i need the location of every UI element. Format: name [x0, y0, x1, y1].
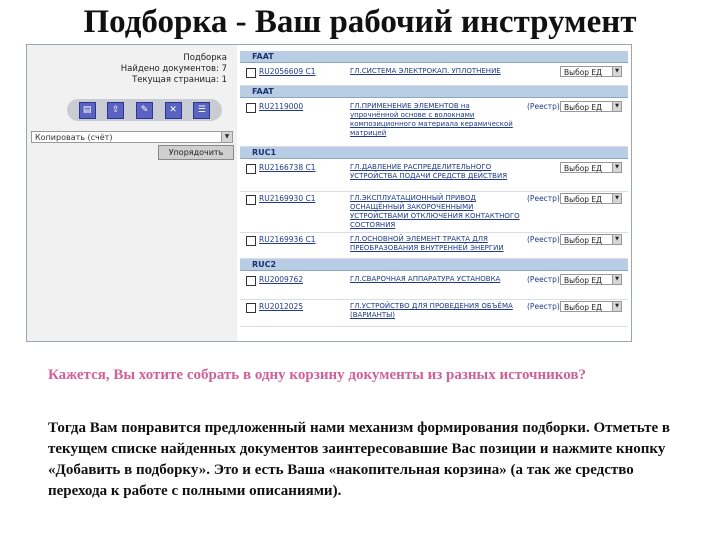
list-item	[240, 300, 628, 327]
doc-title-link[interactable]: ГЛ.ЭКСПЛУАТАЦИОННЫЙ ПРИВОД ОСНАЩЁННЫЙ ЗАКОРОЧЕННЫМИ УСТРОЙСТВАМИ ОТКЛЮЧЕНИЯ КОНТАКТНОГО СОСТОЯНИЯ	[350, 194, 520, 229]
doc-title-link[interactable]: ГЛ.СВАРОЧНАЯ АППАРАТУРА УСТАНОВКА	[350, 275, 501, 283]
chevron-down-icon: ▼	[612, 275, 621, 284]
doc-number-link[interactable]: RU2009762	[259, 275, 304, 284]
export-icon[interactable]: ⇪	[107, 102, 124, 119]
doc-title-link[interactable]: ГЛ.ОСНОВНОЙ ЭЛЕМЕНТ ТРАКТА ДЛЯ ПРЕОБРАЗОВАНИЯ ВНУТРЕННЕЙ ЭНЕРГИИ	[350, 235, 504, 252]
registry-link[interactable]: (Реестр)	[527, 194, 560, 203]
list-icon[interactable]: ☰	[193, 102, 210, 119]
selection-doc-count: Найдено документов: 7	[120, 64, 227, 74]
format-select-value: Выбор ЕД	[564, 303, 603, 312]
toolbar	[67, 99, 222, 121]
chevron-down-icon: ▼	[221, 132, 232, 142]
section-header: RUC2	[240, 259, 628, 271]
select-checkbox[interactable]	[246, 164, 256, 174]
doc-title-link[interactable]: ГЛ.СИСТЕМА ЭЛЕКТРОКАП. УПЛОТНЕНИЕ	[350, 67, 501, 75]
format-select[interactable]	[560, 193, 622, 204]
format-select-value: Выбор ЕД	[564, 164, 603, 173]
description-text: Тогда Вам понравится предложенный нами механизм формирования подборки. Отметьте в текущем списке найденных документов заинтересовавшие Вас позиции и нажмите кнопку «Добавить в подборку». Это и есть Ваша «накопительная корзина» (а так же средство перехода к работе с полными описаниями).	[48, 420, 670, 499]
list-item	[240, 161, 628, 192]
sort-button[interactable]: Упорядочить	[158, 145, 234, 160]
chevron-down-icon: ▼	[612, 235, 621, 244]
app-screenshot	[26, 44, 632, 342]
select-checkbox[interactable]	[246, 236, 256, 246]
callout-question: Кажется, Вы хотите собрать в одну корзину документы из разных источников?	[48, 367, 586, 383]
list-item	[240, 192, 628, 233]
registry-link[interactable]: (Реестр)	[527, 102, 560, 111]
list-item	[240, 233, 628, 259]
format-select-value: Выбор ЕД	[564, 236, 603, 245]
doc-title-link[interactable]: ГЛ.ДАВЛЕНИЕ РАСПРЕДЕЛИТЕЛЬНОГО УСТРОЙСТВА ПОДАЧИ СРЕДСТВ ДЕЙСТВИЯ	[350, 163, 508, 180]
results-list	[240, 51, 628, 327]
format-select[interactable]	[560, 101, 622, 112]
select-checkbox[interactable]	[246, 68, 256, 78]
edit-icon[interactable]: ✎	[136, 102, 153, 119]
doc-number-link[interactable]: RU2012025	[259, 302, 304, 311]
sort-select-value: Копировать (счёт)	[35, 133, 113, 142]
format-select[interactable]	[560, 301, 622, 312]
registry-link[interactable]: (Реестр)	[527, 235, 560, 244]
doc-number-link[interactable]: RU2056609 C1	[259, 67, 316, 76]
format-select-value: Выбор ЕД	[564, 68, 603, 77]
format-select[interactable]	[560, 66, 622, 77]
chevron-down-icon: ▼	[612, 67, 621, 76]
select-checkbox[interactable]	[246, 276, 256, 286]
delete-icon[interactable]: ✕	[165, 102, 182, 119]
format-select-value: Выбор ЕД	[564, 276, 603, 285]
chevron-down-icon: ▼	[612, 163, 621, 172]
section-header: RUC1	[240, 147, 628, 159]
print-icon[interactable]: ▤	[79, 102, 96, 119]
doc-number-link[interactable]: RU2166738 C1	[259, 163, 316, 172]
format-select[interactable]	[560, 234, 622, 245]
chevron-down-icon: ▼	[612, 102, 621, 111]
chevron-down-icon: ▼	[612, 194, 621, 203]
select-checkbox[interactable]	[246, 195, 256, 205]
select-checkbox[interactable]	[246, 103, 256, 113]
selection-current-page: Текущая страница: 1	[132, 75, 227, 85]
format-select[interactable]	[560, 274, 622, 285]
format-select-value: Выбор ЕД	[564, 103, 603, 112]
doc-number-link[interactable]: RU2119000	[259, 102, 304, 111]
slide-title: Подборка - Ваш рабочий инструмент	[83, 4, 637, 40]
left-panel	[27, 45, 237, 341]
section-header: FAAT	[240, 51, 628, 63]
list-item	[240, 65, 628, 86]
registry-link[interactable]: (Реестр)	[527, 302, 560, 311]
doc-title-link[interactable]: ГЛ.ПРИМЕНЕНИЕ ЭЛЕМЕНТОВ на упрочнённой основе с волокнами композиционного материала керамической матрицей	[350, 102, 513, 137]
doc-number-link[interactable]: RU2169936 C1	[259, 235, 316, 244]
sort-select[interactable]	[31, 131, 233, 143]
doc-title-link[interactable]: ГЛ.УСТРОЙСТВО ДЛЯ ПРОВЕДЕНИЯ ОБЪЁМА (ВАРИАНТЫ)	[350, 302, 513, 319]
select-checkbox[interactable]	[246, 303, 256, 313]
list-item	[240, 273, 628, 300]
section-header: FAAT	[240, 86, 628, 98]
registry-link[interactable]: (Реестр)	[527, 275, 560, 284]
format-select[interactable]	[560, 162, 622, 173]
selection-title: Подборка	[183, 53, 227, 63]
chevron-down-icon: ▼	[612, 302, 621, 311]
format-select-value: Выбор ЕД	[564, 195, 603, 204]
doc-number-link[interactable]: RU2169930 C1	[259, 194, 316, 203]
selection-info	[121, 53, 227, 86]
list-item	[240, 100, 628, 147]
